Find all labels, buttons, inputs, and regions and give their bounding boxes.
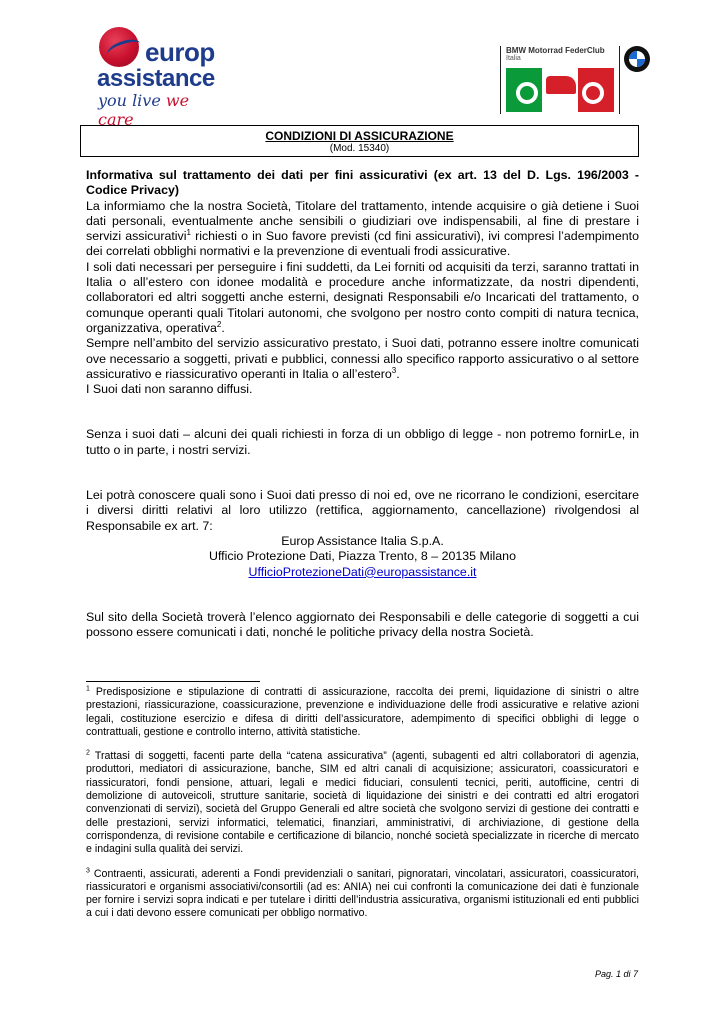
paragraph: I Suoi dati non saranno diffusi.: [86, 382, 253, 397]
paragraph: I soli dati necessari per perseguire i fini suddetti, da Lei forniti od acquisiti da terzi, saranno trattati in Italia o all’estero con idonee modalità e procedure anche informatizzate, da nostri dipendenti, collaboratori ed altri soggetti anche esterni, designati Responsabili e/o Incaricati del trattamento, o comunque operanti quali Titolari autonomi, che svolgono per nostro conto compiti di natura tecnica, organizzativa, operativa$^2$.: [86, 259, 639, 335]
footnote-number: 2: [86, 749, 90, 757]
europ-assistance-logo: [95, 25, 225, 129]
address-line: Ufficio Protezione Dati, Piazza Trento, 8 – 20135 Milano: [209, 549, 516, 564]
divider: [500, 46, 501, 114]
bmw-club-logo: [500, 46, 660, 114]
footnote-ref: 3: [391, 365, 397, 375]
footnote-number: 1: [86, 685, 90, 693]
paragraph: Sempre nell’ambito del servizio assicurativo prestato, i Suoi dati, potranno essere inoltre comunicati ove necessario a soggetti, privati e pubblici, connessi allo specifico rapporto assicurativo o al settore assicurativo e riassicurativo operanti in Italia o all’estero$^3$.: [86, 336, 639, 381]
club-name: BMW Motorrad FederClub: [506, 46, 605, 55]
footnote: $^2$ Trattasi di soggetti, facenti parte della “catena assicurativa” (agenti, subagenti ed altri collaboratori di agenzia, produttori, mediatori di assicurazione, banche, SIM ed altri canali di acquisizione; assicuratori, coassicuratori e riassicuratori, fondi pensione, attuari, legali e medici fiduciari, consulenti tecnici, periti, autofficine, centri di demolizione di autoveicoli, strutture sanitarie, società di liquidazione dei sinistri e dei contratti ed altri erogatori convenzionati di servizi), società del Gruppo Generali ed altre società che svolgono servizi di gestione dei contratti e delle prestazioni, servizi informatici, telematici, finanziari, amministrativi, di archiviazione, di gestione della corrispondenza, di revisione contabile e certificazione di bilancio, nonché società specializzate in ricerche di mercato e indagini sulla qualità dei servizi.: [86, 749, 639, 856]
email-link[interactable]: UfficioProtezioneDati@europassistance.it: [248, 564, 477, 579]
section-heading: Informativa sul trattamento dei dati per fini assicurativi (ex art. 13 del D. Lgs. 196/2003 - Codice Privacy): [86, 168, 639, 198]
logo-word-europ: europ: [145, 37, 215, 67]
logo-word-assistance: assistance: [97, 65, 215, 92]
bmw-roundel-icon: [624, 46, 650, 72]
footnote-ref: 2: [216, 319, 222, 329]
footnote-divider: [86, 681, 260, 682]
divider: [619, 46, 620, 114]
address-line: Europ Assistance Italia S.p.A.: [281, 533, 444, 548]
footnote: $^1$ Predisposizione e stipulazione di contratti di assicurazione, raccolta dei premi, liquidazione di sinistri o altre prestazioni, riassicurazione, coassicurazione, prevenzione e individuazione delle frodi assicurative e relative azioni legali, costituzione esercizio e difesa di diritti dell’assicuratore, adempimento di specifici obblighi di legge o contrattuali, gestione e controllo interno, attività statistiche.: [86, 685, 639, 738]
globe-icon: [99, 27, 139, 67]
paragraph: Senza i suoi dati – alcuni dei quali richiesti in forza di un obbligo di legge - non potremo fornirLe, in tutto o in parte, i nostri servizi.: [86, 427, 639, 457]
footnotes: [86, 686, 639, 932]
paragraph: Lei potrà conoscere quali sono i Suoi dati presso di noi ed, ove ne ricorrano le condizioni, esercitare i diversi diritti relativi al loro utilizzo (rettifica, aggiornamento, cancellazione) rivolgendosi al Responsabile ex art. 7:: [86, 488, 639, 533]
footnote-ref: 1: [186, 228, 191, 238]
document-body: [86, 168, 639, 640]
paragraph: La informiamo che la nostra Società, Titolare del trattamento, intende acquisire o già detiene i Suoi dati personali, eventualmente anche sensibili o giudiziari ove indispensabili, al fine di prestare i servizi assicurativi$^1$ richiesti o in Suo favore previsti (cd fini assicurativi), ivi compresi l’adempimento dei correlati obblighi normativi e la prevenzione di eventuali frodi assicurative.: [86, 198, 639, 259]
footnote: $^3$ Contraenti, assicurati, aderenti a Fondi previdenziali o sanitari, pignoratari, vincolatari, assicuratori, coassicuratori, riassicuratori e organismi associativi/consortili (ad es: ANIA) nei cui confronti la comunicazione dei dati è funzionale per fornire i servizi sopra indicati e per tutelare i diritti dell’industria assicurativa, organismi istituzionali ed enti pubblici a cui i dati devono essere comunicati per obbligo normativo.: [86, 867, 639, 920]
motorcycle-flag-icon: [506, 68, 614, 112]
document-title: CONDIZIONI DI ASSICURAZIONE: [265, 129, 454, 143]
tagline-part1: you live: [98, 91, 161, 110]
logo-tagline: [98, 91, 225, 129]
paragraph: Sul sito della Società troverà l’elenco aggiornato dei Responsabili e delle categorie di soggetti a cui possono essere comunicati i dati, nonché le politiche privacy della nostra Società.: [86, 609, 639, 640]
document-title-box: [80, 125, 639, 157]
email-line: [86, 565, 639, 580]
club-country: Italia: [506, 55, 521, 62]
footnote-number: 3: [86, 867, 90, 875]
tagline-part2: we care: [98, 91, 190, 129]
page-number: Pag. 1 di 7: [594, 969, 638, 979]
document-model: (Mod. 15340): [329, 143, 390, 154]
